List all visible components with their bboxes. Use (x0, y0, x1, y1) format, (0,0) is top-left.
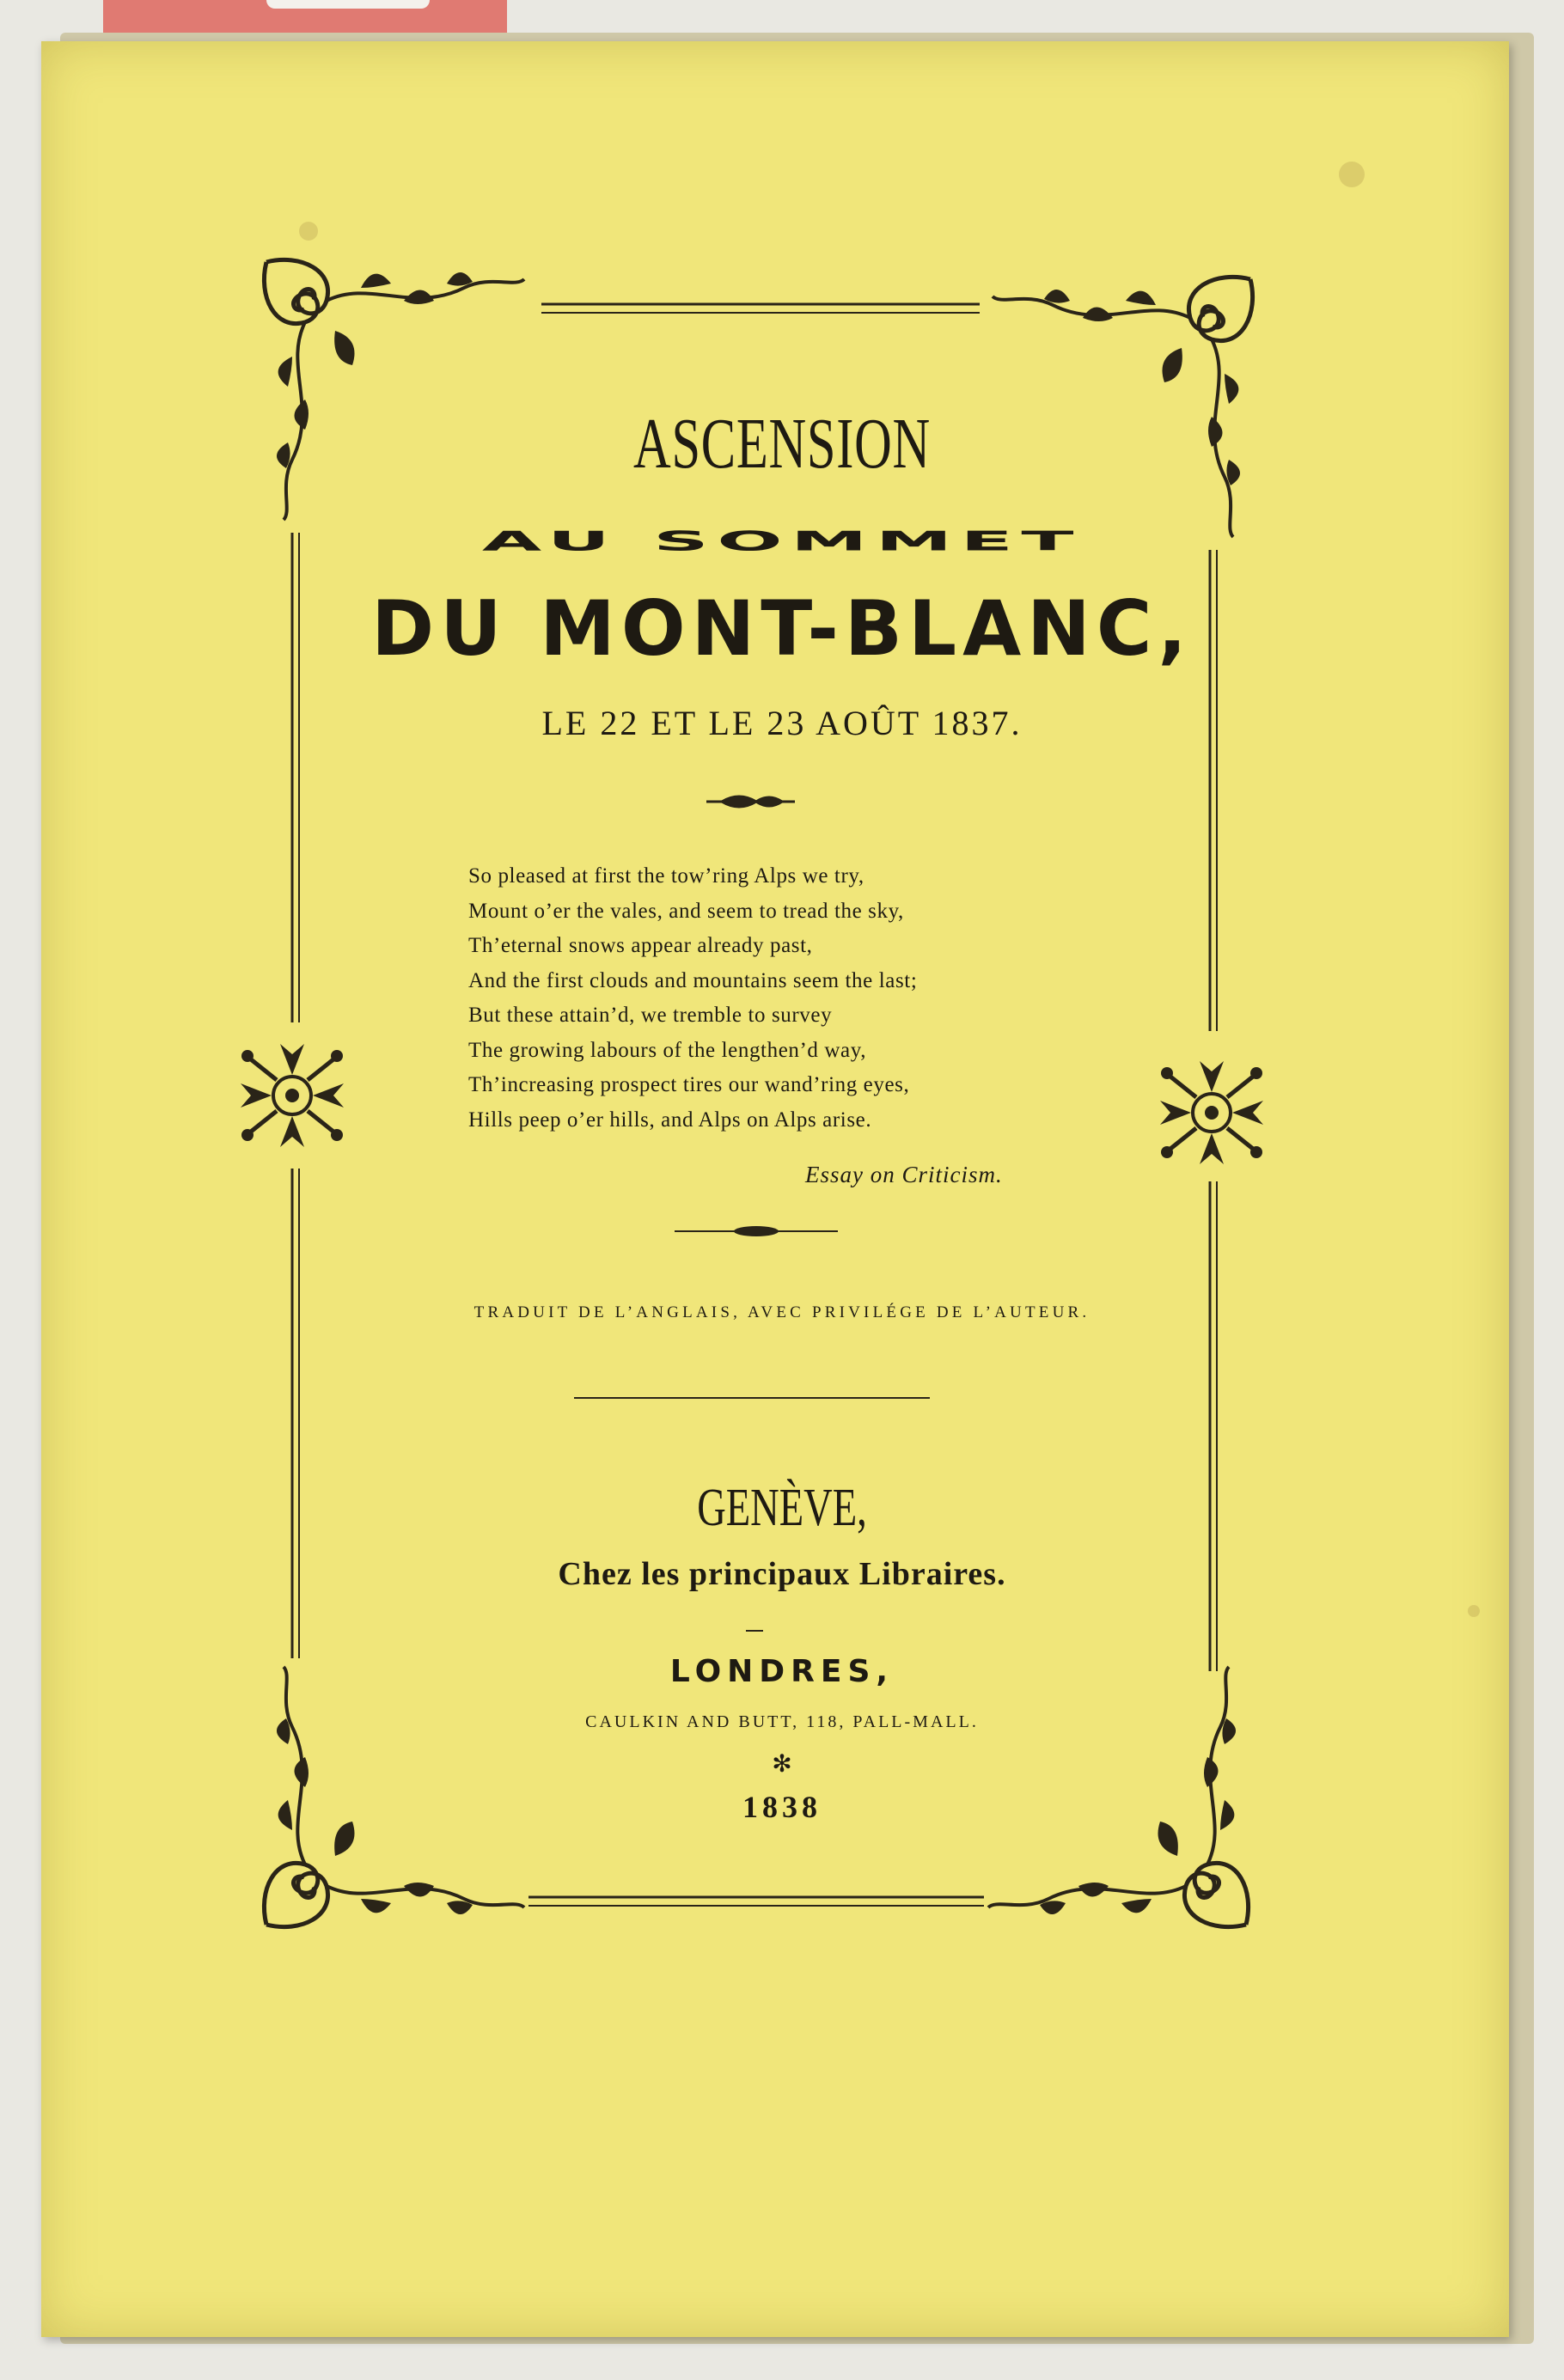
epigraph-poem (468, 859, 1070, 1187)
poem-line: But these attain’d, we tremble to survey (468, 1004, 833, 1027)
poem-line: Th’eternal snows appear already past, (468, 934, 813, 957)
poem-line: Hills peep o’er hills, and Alps on Alps arise. (468, 1108, 872, 1132)
translation-note: TRADUIT DE L’ANGLAIS, AVEC PRIVILÉGE DE L’AUTEUR. (473, 1303, 1091, 1321)
poem-line: The growing labours of the lengthen’d way, (468, 1038, 867, 1062)
ascent-date: LE 22 ET LE 23 AOÛT 1837. (541, 704, 1023, 742)
title-mont-blanc: DU MONT-BLANC, (371, 584, 1193, 673)
imprint-publisher-london: CAULKIN AND BUTT, 118, PALL-MALL. (585, 1712, 979, 1731)
imprint-publisher-geneva: Chez les principaux Libraires. (558, 1556, 1006, 1592)
imprint-city-geneva: GENÈVE, (697, 1479, 867, 1537)
epigraph-attribution: Essay on Criticism. (805, 1162, 1003, 1187)
asterism-icon: ✻ (772, 1751, 792, 1778)
poem-line: Th’increasing prospect tires our wand’ring eyes, (468, 1073, 910, 1096)
poem-line: And the first clouds and mountains seem the last; (468, 968, 918, 992)
title-au-sommet: AU SOMMET (481, 526, 1083, 558)
poem-line: So pleased at first the tow’ring Alps we try, (468, 864, 864, 888)
publication-year: 1838 (742, 1790, 822, 1824)
imprint-city-london: LONDRES, (669, 1654, 895, 1689)
poem-line: Mount o’er the vales, and seem to tread the sky, (468, 899, 904, 923)
title-ascension: ASCENSION (633, 404, 931, 484)
